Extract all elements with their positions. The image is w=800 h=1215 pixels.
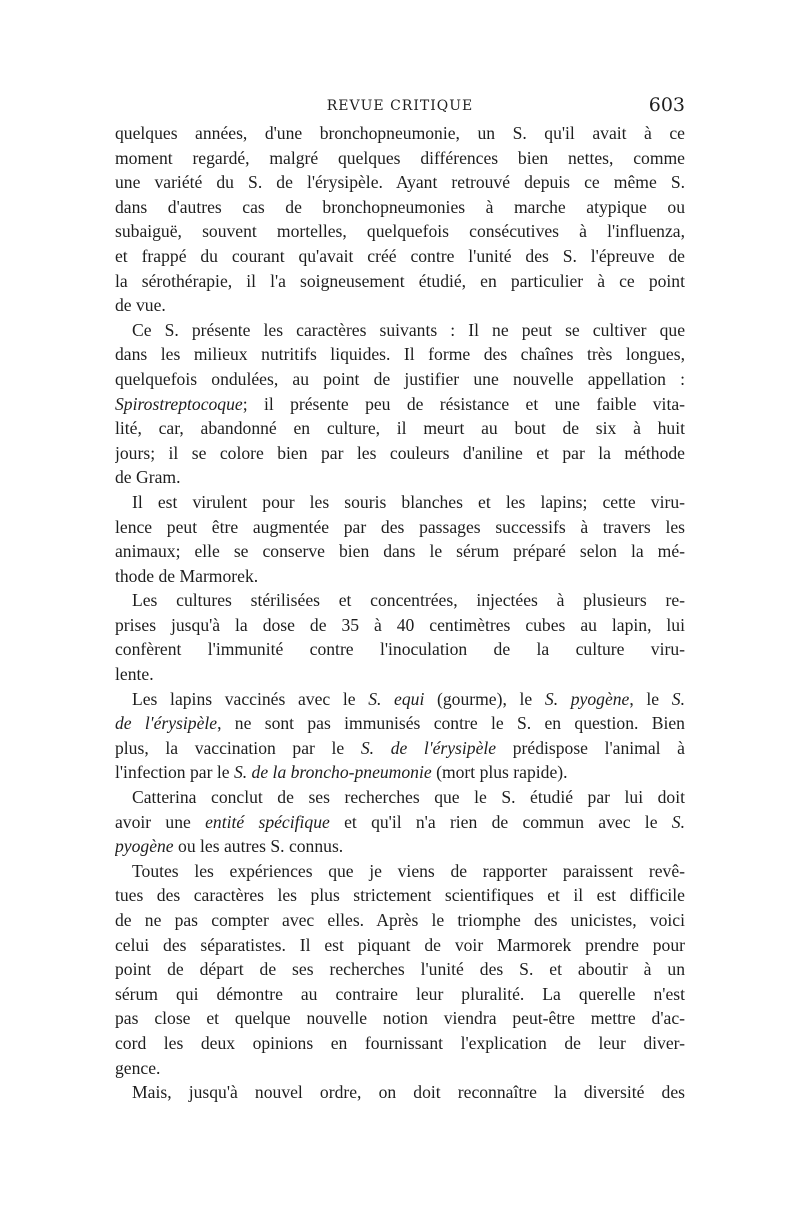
text-line: cord les deux opinions en fournissant l'explication de leur diver-: [115, 1032, 685, 1053]
text-line: dans les milieux nutritifs liquides. Il forme des chaînes très longues,: [115, 344, 685, 365]
text-line: une variété du S. de l'érysipèle. Ayant retrouvé depuis ce même S.: [115, 172, 685, 193]
text-line: quelques années, d'une bronchopneumonie, un S. qu'il avait à ce: [115, 123, 685, 143]
running-head-title: REVUE CRITIQUE: [326, 98, 474, 114]
text-line: animaux; elle se conserve bien dans le sérum préparé selon la mé-: [115, 541, 685, 562]
text-line: Les cultures stérilisées et concentrées, injectées à plusieurs re-: [132, 590, 685, 611]
italic-term: S. de la broncho-pneumonie: [233, 762, 432, 783]
text-line: [115, 392, 685, 417]
text-span: avoir une: [115, 811, 206, 832]
text-span: ; il présente peu de résistance et une faible vita-: [242, 393, 685, 414]
text-line: de ne pas compter avec elles. Après le triomphe des unicistes, voici: [115, 910, 685, 930]
text-line: et frappé du courant qu'avait créé contre l'unité des S. l'épreuve de: [115, 245, 685, 266]
italic-term: S. pyogène: [544, 688, 630, 709]
text-line: dans d'autres cas de bronchopneumonies à marche atypique ou: [115, 196, 685, 217]
text-line: lente.: [115, 664, 154, 685]
text-line: pas close et quelque nouvelle notion viendra peut-être mettre d'ac-: [115, 1008, 685, 1029]
text-line: [115, 711, 685, 736]
text-line: quelquefois ondulées, au point de justifier une nouvelle appellation :: [115, 368, 685, 389]
text-line: confèrent l'immunité contre l'inoculation de la culture viru-: [115, 639, 685, 660]
body-text: [115, 121, 685, 1105]
text-line: prises jusqu'à la dose de 35 à 40 centimètres cubes au lapin, lui: [115, 614, 685, 635]
italic-term: Spirostreptocoque: [115, 393, 243, 414]
italic-term: S. de l'érysipèle: [360, 737, 497, 758]
text-line: lité, car, abandonné en culture, il meurt au bout de six à huit: [115, 418, 685, 439]
text-span: , le: [629, 688, 672, 709]
text-line: jours; il se colore bien par les couleurs d'aniline et par la méthode: [115, 442, 685, 463]
italic-term: entité spécifique: [205, 811, 330, 832]
text-line: [115, 810, 685, 835]
italic-term: S.: [671, 688, 685, 709]
text-span: ou les autres S. connus.: [173, 836, 344, 857]
text-span: et qu'il n'a rien de commun avec le: [329, 811, 672, 832]
text-span: , ne sont pas immunisés contre le S. en question. Bien: [217, 713, 685, 734]
text-line: [115, 834, 685, 859]
text-line: point de départ de ses recherches l'unité des S. et aboutir à un: [115, 959, 685, 980]
text-line: lence peut être augmentée par des passages successifs à travers les: [115, 516, 685, 537]
text-line: de vue.: [115, 295, 166, 316]
text-line: de Gram.: [115, 467, 181, 488]
page-number: 603: [648, 94, 685, 116]
italic-term: S.: [671, 811, 685, 832]
text-line: [115, 760, 685, 785]
italic-term: S. equi: [368, 688, 425, 709]
running-head: [115, 96, 685, 118]
text-line: [115, 736, 685, 761]
text-span: (mort plus rapide).: [431, 762, 568, 783]
text-span: prédispose l'animal à: [496, 737, 685, 758]
text-line: Ce S. présente les caractères suivants : Il ne peut se cultiver que: [132, 319, 685, 340]
text-line: la sérothérapie, il l'a soigneusement étudié, en particulier à ce point: [115, 270, 685, 291]
text-line: [115, 687, 685, 712]
text-line: thode de Marmorek.: [115, 565, 259, 586]
text-line: subaiguë, souvent mortelles, quelquefois consécutives à l'influenza,: [115, 221, 685, 242]
text-line: sérum qui démontre au contraire leur pluralité. La querelle n'est: [115, 983, 685, 1004]
text-line: tues des caractères les plus strictement scientifiques et il est difficile: [115, 885, 685, 906]
text-span: plus, la vaccination par le: [115, 737, 361, 758]
text-line: Mais, jusqu'à nouvel ordre, on doit reconnaître la diversité des: [132, 1082, 685, 1103]
text-line: celui des séparatistes. Il est piquant de voir Marmorek prendre pour: [115, 934, 685, 955]
text-line: Il est virulent pour les souris blanches et les lapins; cette viru-: [132, 491, 685, 512]
text-line: Toutes les expériences que je viens de rapporter paraissent revê-: [132, 860, 685, 881]
text-line: moment regardé, malgré quelques différences bien nettes, comme: [115, 147, 685, 168]
text-span: l'infection par le: [115, 762, 234, 783]
text-line: Catterina conclut de ses recherches que le S. étudié par lui doit: [132, 787, 685, 808]
text-span: Les lapins vaccinés avec le: [132, 688, 369, 709]
text-span: (gourme), le: [424, 688, 545, 709]
italic-term: pyogène: [115, 836, 174, 857]
text-line: gence.: [115, 1057, 161, 1078]
italic-term: de l'érysipèle: [115, 713, 218, 734]
